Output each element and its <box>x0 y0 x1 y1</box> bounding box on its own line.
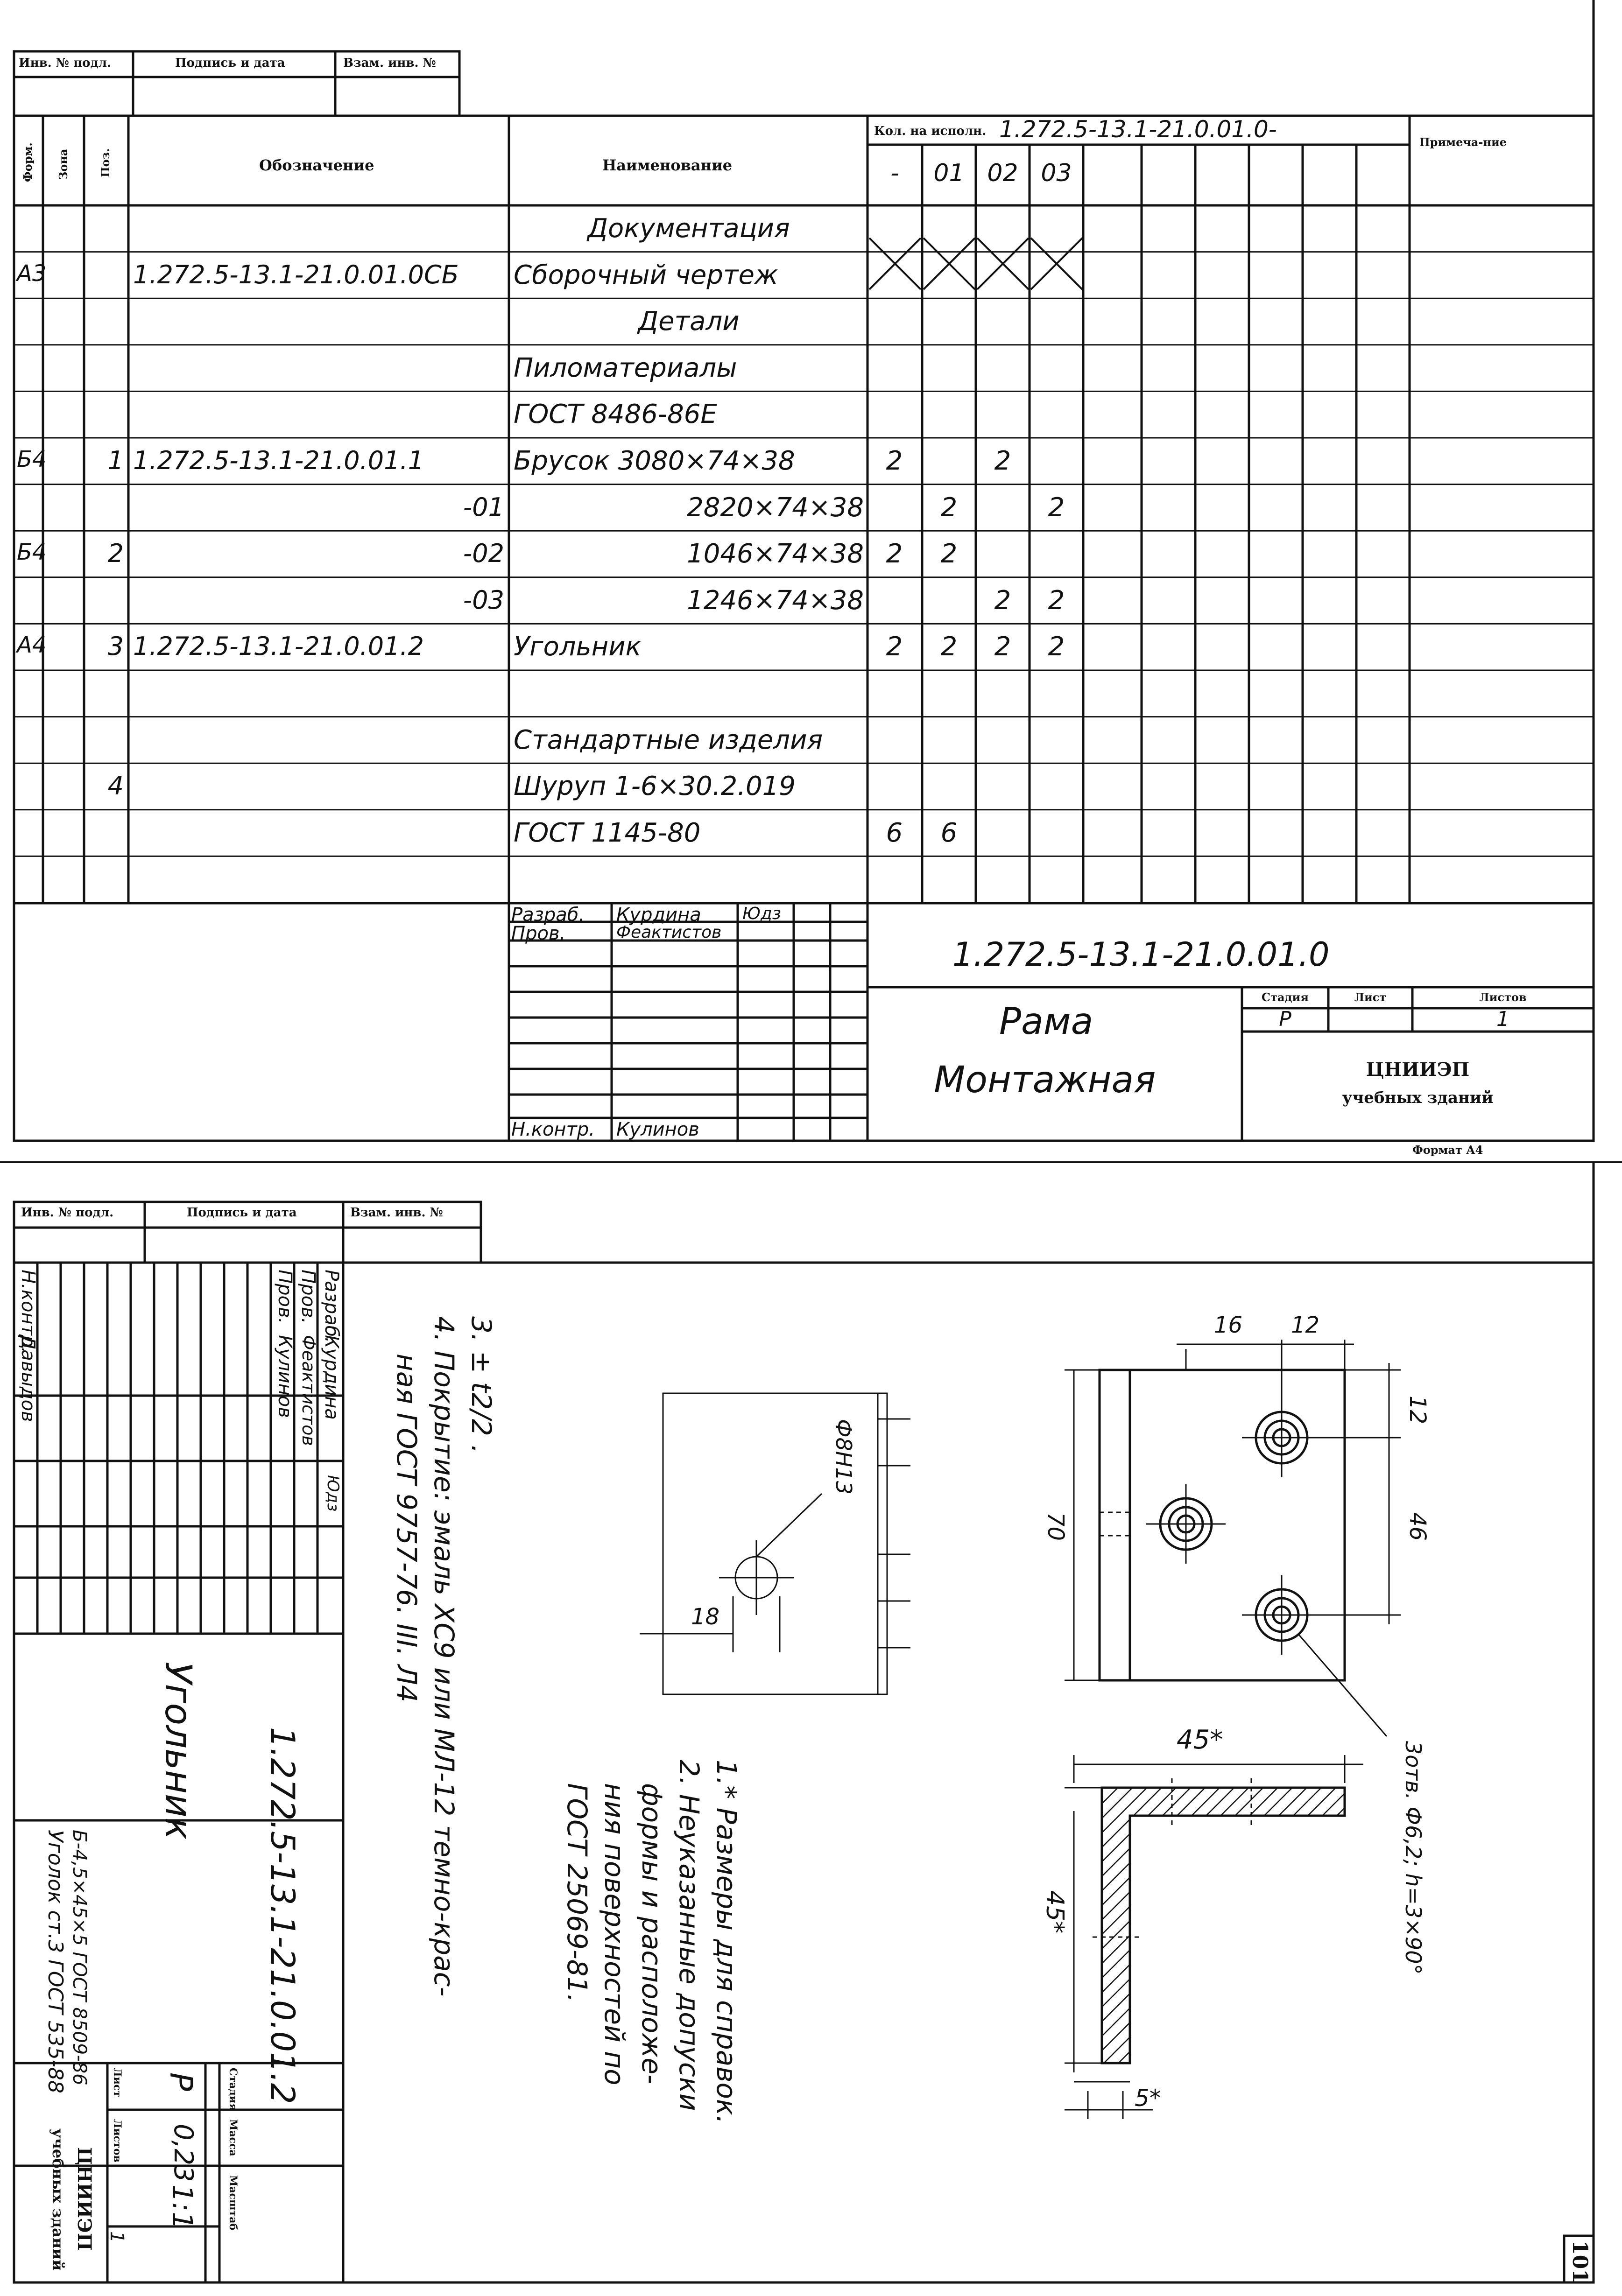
row-qty: 2 <box>940 492 958 523</box>
tb2-prov-name: Феактистов <box>298 1335 319 1446</box>
note-line: 3. ± t2/2 . <box>465 1316 497 1453</box>
row-qty: 6 <box>940 817 958 848</box>
header-designation: Обозначение <box>259 156 374 174</box>
variant-col: 02 <box>987 159 1018 187</box>
row-designation: -02 <box>463 539 504 569</box>
row-name: Сборочный чертеж <box>514 260 778 290</box>
row-name: Стандартные изделия <box>514 724 823 755</box>
tb2-org-2: учебных зданий <box>49 2128 67 2271</box>
tb-prov-name: Феактистов <box>616 923 722 942</box>
row-form: А4 <box>17 632 47 659</box>
page-number: 101 <box>1568 2240 1592 2283</box>
note-line: ния поверхностей по <box>599 1783 630 2085</box>
dim-16: 16 <box>1214 1312 1243 1338</box>
tb-listov-label: Листов <box>1479 990 1527 1004</box>
tb2-list-label: Лист <box>111 2068 123 2097</box>
row-designation: 1.272.5-13.1-21.0.01.2 <box>133 632 424 661</box>
tb2-material-2: Уголок ст.3 ГОСТ 535-88 <box>43 1830 67 2093</box>
tb2-nkontr-name: Давыдов <box>17 1335 39 1422</box>
tb2-stadia-label: Стадия <box>227 2068 239 2111</box>
row-name: 1046×74×38 <box>687 539 864 569</box>
stamp-inv-label: Инв. № подл. <box>19 56 112 70</box>
tb-razrab-label: Разраб. <box>511 904 585 926</box>
dim-phi-hole: Ф8Н13 <box>831 1419 856 1495</box>
tb2-masshtab-label: Масштаб <box>227 2175 239 2231</box>
tb-razrab-name: Курдина <box>616 904 701 926</box>
row-qty: 2 <box>1048 585 1065 616</box>
header-note: Примеча-ние <box>1419 135 1507 149</box>
row-qty: 2 <box>886 632 903 662</box>
dim-5: 5* <box>1135 2085 1161 2112</box>
header-zone: Зона <box>56 148 70 180</box>
row-pos: 2 <box>107 539 124 569</box>
stamp-vzam-label: Взам. инв. № <box>343 56 436 70</box>
tb2-prov2-name: Кулинов <box>274 1335 296 1418</box>
tb2-name: Угольник <box>157 1662 199 1840</box>
tb2-material-1: Б-4,5×45×5 ГОСТ 8509-86 <box>69 1830 90 2085</box>
tb-list-label: Лист <box>1354 990 1387 1004</box>
tb-razrab-sign: Юдз <box>742 904 781 923</box>
note-line: формы и расположе- <box>636 1783 668 2085</box>
note-line: 1.* Размеры для справок. <box>711 1760 742 2124</box>
tb2-stadia-value: Р <box>163 2072 199 2091</box>
stamp2-inv-label: Инв. № подл. <box>21 1206 114 1220</box>
dim-12: 12 <box>1291 1312 1320 1338</box>
row-qty: 2 <box>886 446 903 476</box>
header-name: Наименование <box>602 156 733 174</box>
tb-nkontr-name: Кулинов <box>616 1119 699 1140</box>
tb2-org-1: ЦНИИЭП <box>73 2147 95 2251</box>
note-line: ГОСТ 25069-81. <box>561 1783 593 2003</box>
tb-listov-value: 1 <box>1496 1007 1509 1031</box>
row-name: 1246×74×38 <box>687 585 864 616</box>
stamp2-sign-label: Подпись и дата <box>187 1206 297 1220</box>
row-name: Брусок 3080×74×38 <box>514 446 795 476</box>
row-form: Б4 <box>17 539 47 566</box>
tb2-razrab-sign: Юдз <box>324 1475 342 1512</box>
row-form: Б4 <box>17 446 47 472</box>
row-name: 2820×74×38 <box>687 492 864 523</box>
row-form: А3 <box>17 260 47 287</box>
tb-org-1: ЦНИИЭП <box>1366 1059 1470 1081</box>
tb2-listov-label: Листов <box>111 2119 123 2163</box>
row-name: Документация <box>587 213 790 244</box>
variant-col: 01 <box>933 159 965 187</box>
row-name: Детали <box>638 306 740 337</box>
note-line: 2. Неуказанные допуски <box>673 1760 705 2111</box>
tb2-code: 1.272.5-13.1-21.0.01.2 <box>263 1727 302 2104</box>
tb2-massa-value: 0,23 <box>168 2124 198 2182</box>
header-form: Форм. <box>21 142 35 182</box>
row-qty: 2 <box>886 539 903 569</box>
dim-18: 18 <box>691 1604 720 1630</box>
row-qty: 2 <box>940 539 958 569</box>
tb-prov-label: Пров. <box>511 923 566 944</box>
dim-12-right: 12 <box>1404 1396 1431 1425</box>
header-pos: Поз. <box>99 148 112 177</box>
tb2-nkontr-label: Н.контр. <box>17 1270 39 1353</box>
row-name: Угольник <box>514 632 642 662</box>
row-pos: 3 <box>107 632 124 661</box>
row-qty: 2 <box>1048 492 1065 523</box>
row-qty: 2 <box>1048 632 1065 662</box>
tb-stadia-label: Стадия <box>1261 990 1309 1004</box>
row-pos: 1 <box>107 446 124 475</box>
row-qty: 2 <box>994 446 1011 476</box>
variant-col: 03 <box>1041 159 1072 187</box>
tb-name-2: Монтажная <box>934 1059 1156 1101</box>
row-designation: -03 <box>463 585 504 615</box>
stamp2-vzam-label: Взам. инв. № <box>350 1206 443 1220</box>
tb2-prov2-label: Пров. <box>274 1270 296 1324</box>
header-qty-code: 1.272.5-13.1-21.0.01.0- <box>999 116 1277 143</box>
tb-nkontr-label: Н.контр. <box>511 1119 595 1140</box>
dim-45-side: 45* <box>1041 1890 1069 1934</box>
note-line: ная ГОСТ 9757-76. III. Л4 <box>391 1354 423 1703</box>
tb-org-2: учебных зданий <box>1342 1088 1494 1107</box>
tb-code: 1.272.5-13.1-21.0.01.0 <box>952 935 1330 974</box>
row-name: ГОСТ 8486-86Е <box>514 399 717 430</box>
row-designation: -01 <box>463 492 504 522</box>
tb2-razrab-name: Курдина <box>321 1335 342 1420</box>
row-designation: 1.272.5-13.1-21.0.01.1 <box>133 446 424 475</box>
row-qty: 2 <box>940 632 958 662</box>
header-qty-label: Кол. на исполн. <box>874 124 987 138</box>
tb2-masshtab-value: 1:1 <box>166 2184 198 2230</box>
tb-name-1: Рама <box>999 1001 1093 1043</box>
variant-col: - <box>890 159 899 187</box>
tb2-prov-label: Пров. <box>297 1270 319 1324</box>
stamp-sign-label: Подпись и дата <box>175 56 285 70</box>
note-line: 4. Покрытие: эмаль ХС9 или МЛ-12 темно-крас- <box>428 1316 460 1997</box>
row-designation: 1.272.5-13.1-21.0.01.0СБ <box>133 260 459 289</box>
row-qty: 6 <box>886 817 903 848</box>
tb-stadia-value: Р <box>1279 1007 1291 1031</box>
row-pos: 4 <box>107 771 124 801</box>
tb2-massa-label: Масса <box>227 2119 239 2156</box>
row-name: Пиломатериалы <box>514 352 737 383</box>
tb2-razrab-label: Разраб. <box>321 1270 342 1343</box>
row-name: Шуруп 1-6×30.2.019 <box>514 771 796 802</box>
dim-46: 46 <box>1404 1512 1431 1541</box>
dim-45-top: 45* <box>1177 1725 1223 1755</box>
dim-70: 70 <box>1043 1512 1069 1541</box>
format-label: Формат А4 <box>1412 1143 1483 1157</box>
row-qty: 2 <box>994 585 1011 616</box>
dim-hole-callout: 3отв. Ф6,2; h=3×90° <box>1401 1741 1426 1975</box>
tb2-listov-value: 1 <box>106 2231 127 2243</box>
row-name: ГОСТ 1145-80 <box>514 817 701 848</box>
row-qty: 2 <box>994 632 1011 662</box>
